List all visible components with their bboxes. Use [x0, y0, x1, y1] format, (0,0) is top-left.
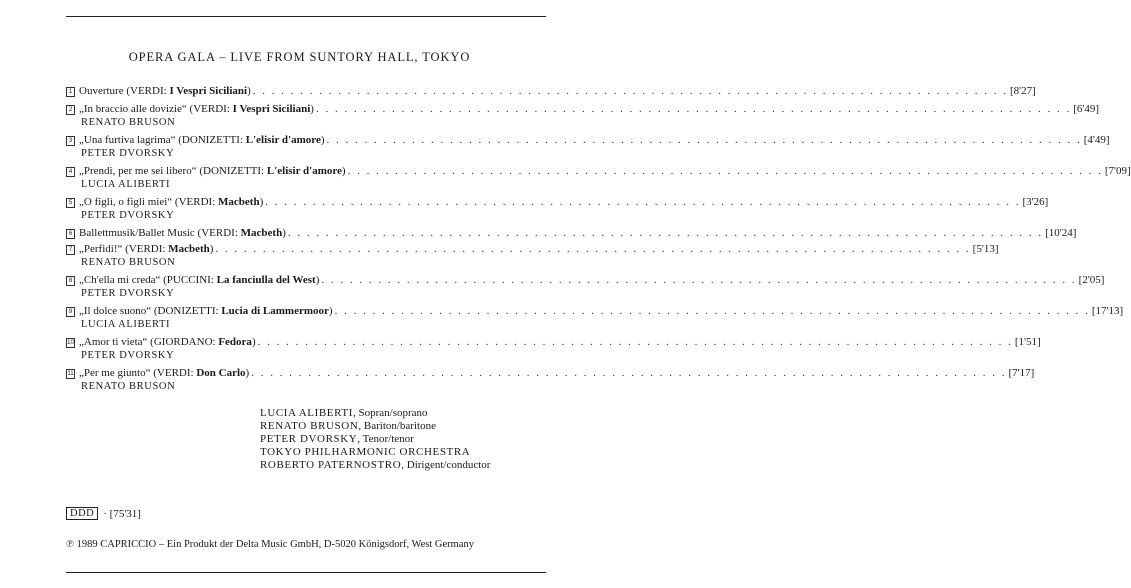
work-title: L'elisir d'amore [245, 134, 321, 146]
composer: VERDI: [156, 367, 197, 379]
composer: VERDI: [201, 227, 241, 239]
track-piece [79, 196, 263, 209]
track-performer: RENATO BRUSON [81, 381, 176, 392]
paren-close: ) [341, 165, 346, 177]
track-item [66, 243, 999, 269]
piece-title: Ouverture ( [79, 85, 131, 97]
track-performer: RENATO BRUSON [81, 117, 176, 128]
dot-leader: . . . . . . . . . . . . . . . . . . . . . . . . . . . . . . . . . . . . . . . . . . . . . . . . . . . . . . . . . . . . . . . . . . . . . . . . . . . . . . . . [334, 305, 1090, 317]
dot-leader: . . . . . . . . . . . . . . . . . . . . . . . . . . . . . . . . . . . . . . . . . . . . . . . . . . . . . . . . . . . . . . . . . . . . . . . . . . . . . . . . [257, 336, 1013, 348]
track-number: 9 [66, 307, 75, 317]
artist-name: LUCIA ALIBERTI [260, 407, 353, 419]
copyright-line: ℗ 1989 CAPRICCIO – Ein Produkt der Delta Music GmbH, D-5020 Königsdorf, West Germany [66, 539, 474, 550]
piece-title: „Per me giunto“ ( [79, 367, 157, 379]
work-title: Lucia di Lammermoor [221, 305, 329, 317]
composer: PUCCINI: [166, 274, 217, 286]
total-time: · [75'31] [103, 507, 141, 520]
track-piece [79, 367, 249, 380]
artist-credit [260, 446, 490, 459]
piece-title: „Ch'ella mi creda“ ( [79, 274, 167, 286]
track-number: 10 [67, 340, 74, 346]
track-performer: PETER DVORSKY [81, 210, 175, 221]
track-number: 4 [66, 167, 75, 177]
track-item [66, 274, 1105, 300]
track-piece [79, 227, 286, 240]
piece-title: „Amor ti vieta“ ( [79, 336, 154, 348]
track-duration: [3'26] [1022, 196, 1049, 208]
track-item [66, 305, 1124, 331]
work-title: Fedora [218, 336, 252, 348]
work-title: L'elisir d'amore [266, 165, 342, 177]
paren-close: ) [251, 336, 256, 348]
paren-close: ) [259, 196, 264, 208]
artist-credit [260, 420, 490, 433]
track-item [66, 367, 1035, 393]
piece-title: „Una furtiva lagrima“ ( [79, 134, 182, 146]
work-title: I Vespri Siciliani [232, 103, 311, 115]
work-title: Macbeth [168, 243, 210, 255]
paren-close: ) [328, 305, 333, 317]
composer: VERDI: [130, 85, 170, 97]
track-number: 3 [66, 136, 75, 146]
dot-leader: . . . . . . . . . . . . . . . . . . . . . . . . . . . . . . . . . . . . . . . . . . . . . . . . . . . . . . . . . . . . . . . . . . . . . . . . . . . . . . . . [251, 367, 1007, 379]
paren-close: ) [320, 134, 325, 146]
ddd-badge: DDD [66, 507, 98, 520]
track-piece [79, 134, 325, 147]
artist-name: TOKYO PHILHARMONIC ORCHESTRA [260, 446, 471, 458]
composer: DONIZETTI: [157, 305, 222, 317]
dot-leader: . . . . . . . . . . . . . . . . . . . . . . . . . . . . . . . . . . . . . . . . . . . . . . . . . . . . . . . . . . . . . . . . . . . . . . . . . . . . . . . . [252, 85, 1008, 97]
top-rule [66, 16, 546, 17]
artist-role: , Tenor/tenor [357, 433, 414, 445]
track-piece [79, 243, 213, 256]
track-piece [79, 165, 346, 178]
track-item [66, 196, 1049, 222]
artist-credits [260, 407, 490, 472]
composer: DONIZETTI: [203, 165, 267, 177]
track-number: 11 [67, 371, 74, 377]
paren-close: ) [282, 227, 286, 239]
track-duration: [8'27] [1010, 85, 1036, 97]
track-performer: PETER DVORSKY [81, 288, 175, 299]
dot-leader: . . . . . . . . . . . . . . . . . . . . . . . . . . . . . . . . . . . . . . . . . . . . . . . . . . . . . . . . . . . . . . . . . . . . . . . . . . . . . . . . [315, 103, 1072, 115]
artist-name: ROBERTO PATERNOSTRO [260, 459, 402, 471]
track-piece [79, 85, 251, 98]
dot-leader: . . . . . . . . . . . . . . . . . . . . . . . . . . . . . . . . . . . . . . . . . . . . . . . . . . . . . . . . . . . . . . . . . . . . . . . . . . . . . . . . [347, 165, 1103, 177]
track-item [66, 227, 1077, 240]
artist-role: , Dirigent/conductor [401, 459, 491, 471]
work-title: Macbeth [218, 196, 260, 208]
track-item [66, 85, 1036, 98]
paren-close: ) [310, 103, 314, 115]
track-piece [79, 336, 256, 349]
dot-leader: . . . . . . . . . . . . . . . . . . . . . . . . . . . . . . . . . . . . . . . . . . . . . . . . . . . . . . . . . . . . . . . . . . . . . . . . . . . . . . . . [326, 134, 1082, 146]
track-number: 8 [66, 276, 75, 286]
paren-close: ) [245, 367, 250, 379]
piece-title: „Prendi, per me sei libero“ ( [79, 165, 204, 177]
track-duration: [7'17] [1008, 367, 1035, 379]
dot-leader: . . . . . . . . . . . . . . . . . . . . . . . . . . . . . . . . . . . . . . . . . . . . . . . . . . . . . . . . . . . . . . . . . . . . . . . . . . . . . . . . [287, 227, 1044, 239]
track-piece [79, 305, 333, 318]
dot-leader: . . . . . . . . . . . . . . . . . . . . . . . . . . . . . . . . . . . . . . . . . . . . . . . . . . . . . . . . . . . . . . . . . . . . . . . . . . . . . . . . [265, 196, 1021, 208]
track-duration: [17'13] [1091, 305, 1124, 317]
track-piece [79, 103, 314, 116]
piece-title: „Il dolce suono“ ( [79, 305, 158, 317]
track-duration: [4'49] [1083, 134, 1110, 146]
piece-title: „Perfidi!“ ( [79, 243, 129, 255]
work-title: La fanciulla del West [216, 274, 316, 286]
composer: DONIZETTI: [181, 134, 246, 146]
track-duration: [5'13] [972, 243, 999, 255]
composer: VERDI: [178, 196, 219, 208]
track-duration: [6'49] [1073, 103, 1100, 115]
track-performer: RENATO BRUSON [81, 257, 176, 268]
piece-title: „O figli, o figli miei“ ( [79, 196, 179, 208]
work-title: Don Carlo [196, 367, 246, 379]
work-title: Macbeth [240, 227, 283, 239]
composer: VERDI: [128, 243, 169, 255]
track-number: 2 [66, 105, 75, 115]
work-title: I Vespri Siciliani [169, 85, 248, 97]
artist-credit [260, 459, 490, 472]
track-piece [79, 274, 319, 287]
piece-title: „In braccio alle dovizie“ ( [79, 103, 194, 115]
artist-credit [260, 433, 490, 446]
artist-role: , Sopran/soprano [352, 407, 428, 419]
track-performer: PETER DVORSKY [81, 148, 175, 159]
track-item [66, 134, 1110, 160]
artist-role: , Bariton/baritone [358, 420, 436, 432]
track-number: 6 [66, 229, 75, 239]
track-number: 7 [66, 245, 75, 255]
composer: GIORDANO: [153, 336, 219, 348]
dot-leader: . . . . . . . . . . . . . . . . . . . . . . . . . . . . . . . . . . . . . . . . . . . . . . . . . . . . . . . . . . . . . . . . . . . . . . . . . . . . . . . . [321, 274, 1077, 286]
track-item [66, 103, 1100, 129]
artist-name: PETER DVORSKY [260, 433, 358, 445]
artist-name: RENATO BRUSON [260, 420, 359, 432]
paren-close: ) [315, 274, 320, 286]
track-performer: PETER DVORSKY [81, 350, 175, 361]
paren-close: ) [209, 243, 214, 255]
track-number: 5 [66, 198, 75, 208]
track-performer: LUCIA ALIBERTI [81, 319, 171, 330]
track-item [66, 165, 1131, 191]
track-duration: [1'51] [1014, 336, 1041, 348]
album-title: OPERA GALA – LIVE FROM SUNTORY HALL, TOKYO [128, 50, 471, 64]
track-performer: LUCIA ALIBERTI [81, 179, 171, 190]
composer: VERDI: [193, 103, 233, 115]
track-number: 1 [66, 87, 75, 97]
paren-close: ) [247, 85, 251, 97]
artist-credit [260, 407, 490, 420]
piece-title: Ballettmusik/Ballet Music ( [79, 227, 202, 239]
bottom-rule [66, 572, 546, 573]
track-duration: [7'09] [1104, 165, 1131, 177]
track-item [66, 336, 1041, 362]
track-duration: [2'05] [1078, 274, 1105, 286]
track-duration: [10'24] [1045, 227, 1077, 239]
dot-leader: . . . . . . . . . . . . . . . . . . . . . . . . . . . . . . . . . . . . . . . . . . . . . . . . . . . . . . . . . . . . . . . . . . . . . . . . . . . . . . . . [215, 243, 971, 255]
format-info [66, 507, 141, 520]
